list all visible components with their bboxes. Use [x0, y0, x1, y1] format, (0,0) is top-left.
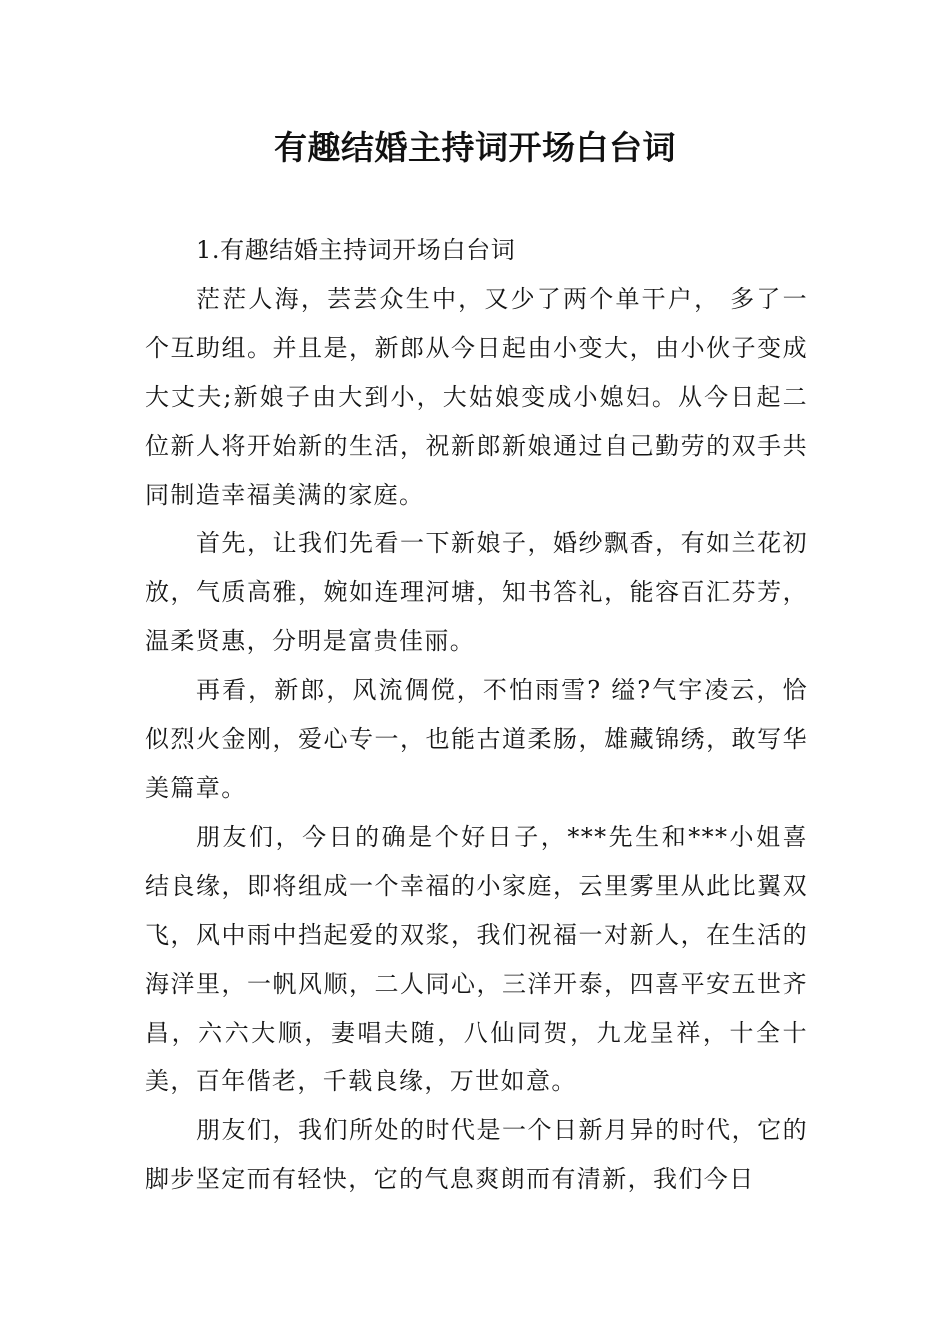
- document-title: 有趣结婚主持词开场白台词: [274, 128, 676, 167]
- paragraph-era: 朋友们，我们所处的时代是一个日新月异的时代，它的脚步坚定而有轻快，它的气息爽朗而有清新，我们今日: [145, 1116, 808, 1194]
- paragraph-groom: 再看，新郎，风流倜傥，不怕雨雪? 缢?气宇凌云，恰似烈火金刚，爱心专一，也能古道柔肠，雄藏锦绣，敢写华美篇章。: [145, 676, 808, 802]
- document-body: [145, 226, 808, 1204]
- paragraph-blessing: 朋友们，今日的确是个好日子，***先生和***小姐喜结良缘，即将组成一个幸福的小家庭，云里雾里从此比翼双飞，风中雨中挡起爱的双浆，我们祝福一对新人，在生活的海洋里，一帆风顺，二人同心，三洋开泰，四喜平安五世齐昌，六六大顺，妻唱夫随，八仙同贺，九龙呈祥，十全十美，百年偕老，千载良缘，万世如意。: [145, 822, 808, 1096]
- section-heading: 1.有趣结婚主持词开场白台词: [196, 236, 516, 264]
- paragraph-bride: 首先，让我们先看一下新娘子，婚纱飘香，有如兰花初放，气质高雅，婉如连理河塘，知书答礼，能容百汇芬芳，温柔贤惠，分明是富贵佳丽。: [145, 529, 808, 656]
- paragraph-intro: 茫茫人海，芸芸众生中，又少了两个单干户， 多了一个互助组。并且是，新郎从今日起由小变大，由小伙子变成大丈夫;新娘子由大到小，大姑娘变成小媳妇。从今日起二位新人将开始新的生活，祝新郎新娘通过自己勤劳的双手共同制造幸福美满的家庭。: [145, 284, 808, 509]
